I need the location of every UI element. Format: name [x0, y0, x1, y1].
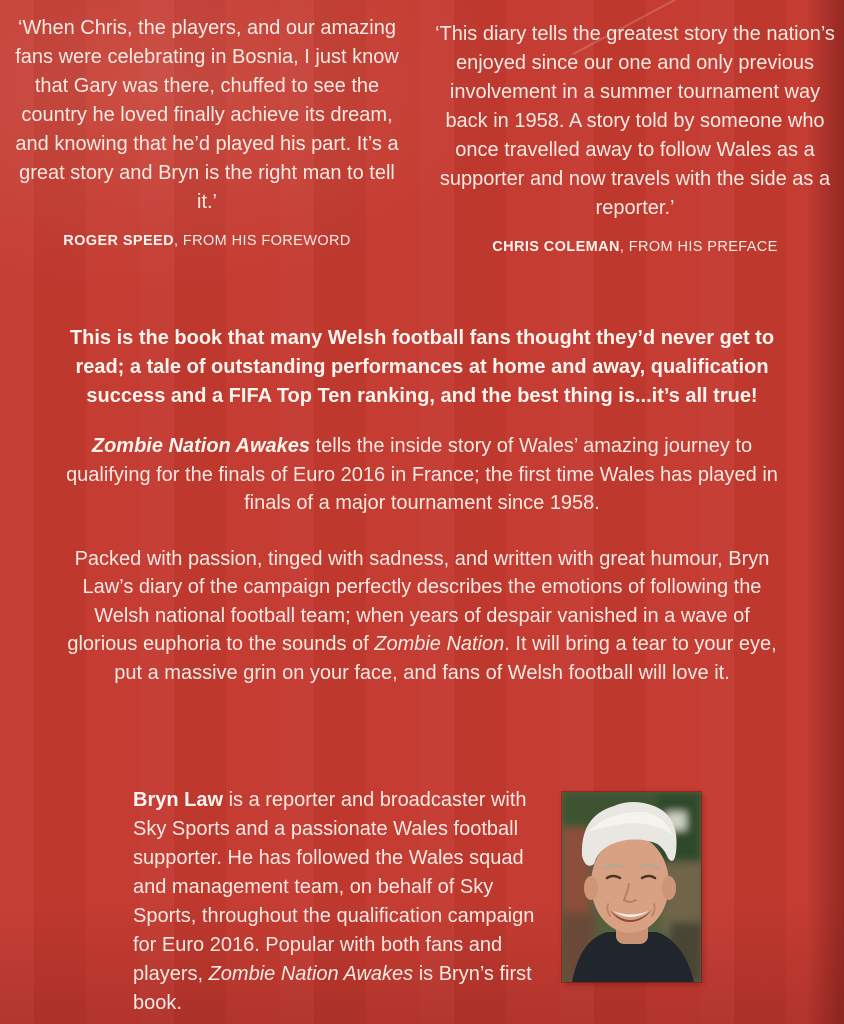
- quote-roger-speed: [0, 14, 422, 255]
- attribution-name: ROGER SPEED: [63, 233, 174, 249]
- quotes-section: [0, 14, 844, 255]
- author-photo: [562, 792, 701, 982]
- blurb-section: [58, 324, 786, 687]
- quote-attribution: [434, 239, 836, 255]
- quote-text: ‘When Chris, the players, and our amazing fans were celebrating in Bosnia, I just know that Gary was there, chuffed to see the country he loved finally achieve its dream, and knowing that he’d played his part. It’s a great story and Bryn is the right man to tell it.’: [15, 17, 399, 213]
- author-portrait-illustration: [562, 792, 701, 982]
- blurb-paragraph-synopsis: [58, 432, 786, 518]
- blurb-paragraph-description: [58, 545, 786, 688]
- bio-text: is a reporter and broadcaster with Sky Sports and a passionate Wales football supporter. He has followed the Wales squad and management team, on behalf of Sky Sports, throughout the qualification campaign for Euro 2016. Popular with both fans and players,: [133, 789, 535, 985]
- quote-chris-coleman: [422, 14, 844, 255]
- attribution-name: CHRIS COLEMAN: [492, 239, 620, 255]
- bio-text-end: is Bryn’s first book.: [133, 963, 532, 1014]
- quote-text: ‘This diary tells the greatest story the nation’s enjoyed since our one and only previous involvement in a summer tournament way back in 1958. A story told by someone who once travelled away to follow Wales as a supporter and now travels with the side as a reporter.’: [435, 23, 835, 219]
- book-title-bio: Zombie Nation Awakes: [208, 963, 414, 985]
- attribution-source: , FROM HIS PREFACE: [619, 239, 778, 255]
- blurb-lead: This is the book that many Welsh football fans thought they’d never get to read; a tale of outstanding performances at home and away, qualification success and a FIFA Top Ten ranking, and the best thing is...it’s all true!: [69, 327, 775, 407]
- song-title: Zombie Nation: [374, 633, 505, 655]
- attribution-source: , FROM HIS FOREWORD: [174, 233, 351, 249]
- author-bio: [133, 786, 553, 1018]
- description-text: Packed with passion, tinged with sadness, and written with great humour, Bryn Law’s diary of the campaign perfectly describes the emotions of following the Welsh national football team; when years of despair vanished in a wave of glorious euphoria to the sounds of: [67, 547, 770, 655]
- book-title: Zombie Nation Awakes: [91, 435, 311, 457]
- synopsis-text: tells the inside story of Wales’ amazing journey to qualifying for the finals of Euro 2016 in France; the first time Wales has played in finals of a major tournament since 1958.: [66, 435, 778, 514]
- quote-attribution: [8, 233, 406, 249]
- author-name: Bryn Law: [133, 789, 224, 811]
- description-text-end: . It will bring a tear to your eye, put a massive grin on your face, and fans of Welsh football will love it.: [114, 633, 777, 684]
